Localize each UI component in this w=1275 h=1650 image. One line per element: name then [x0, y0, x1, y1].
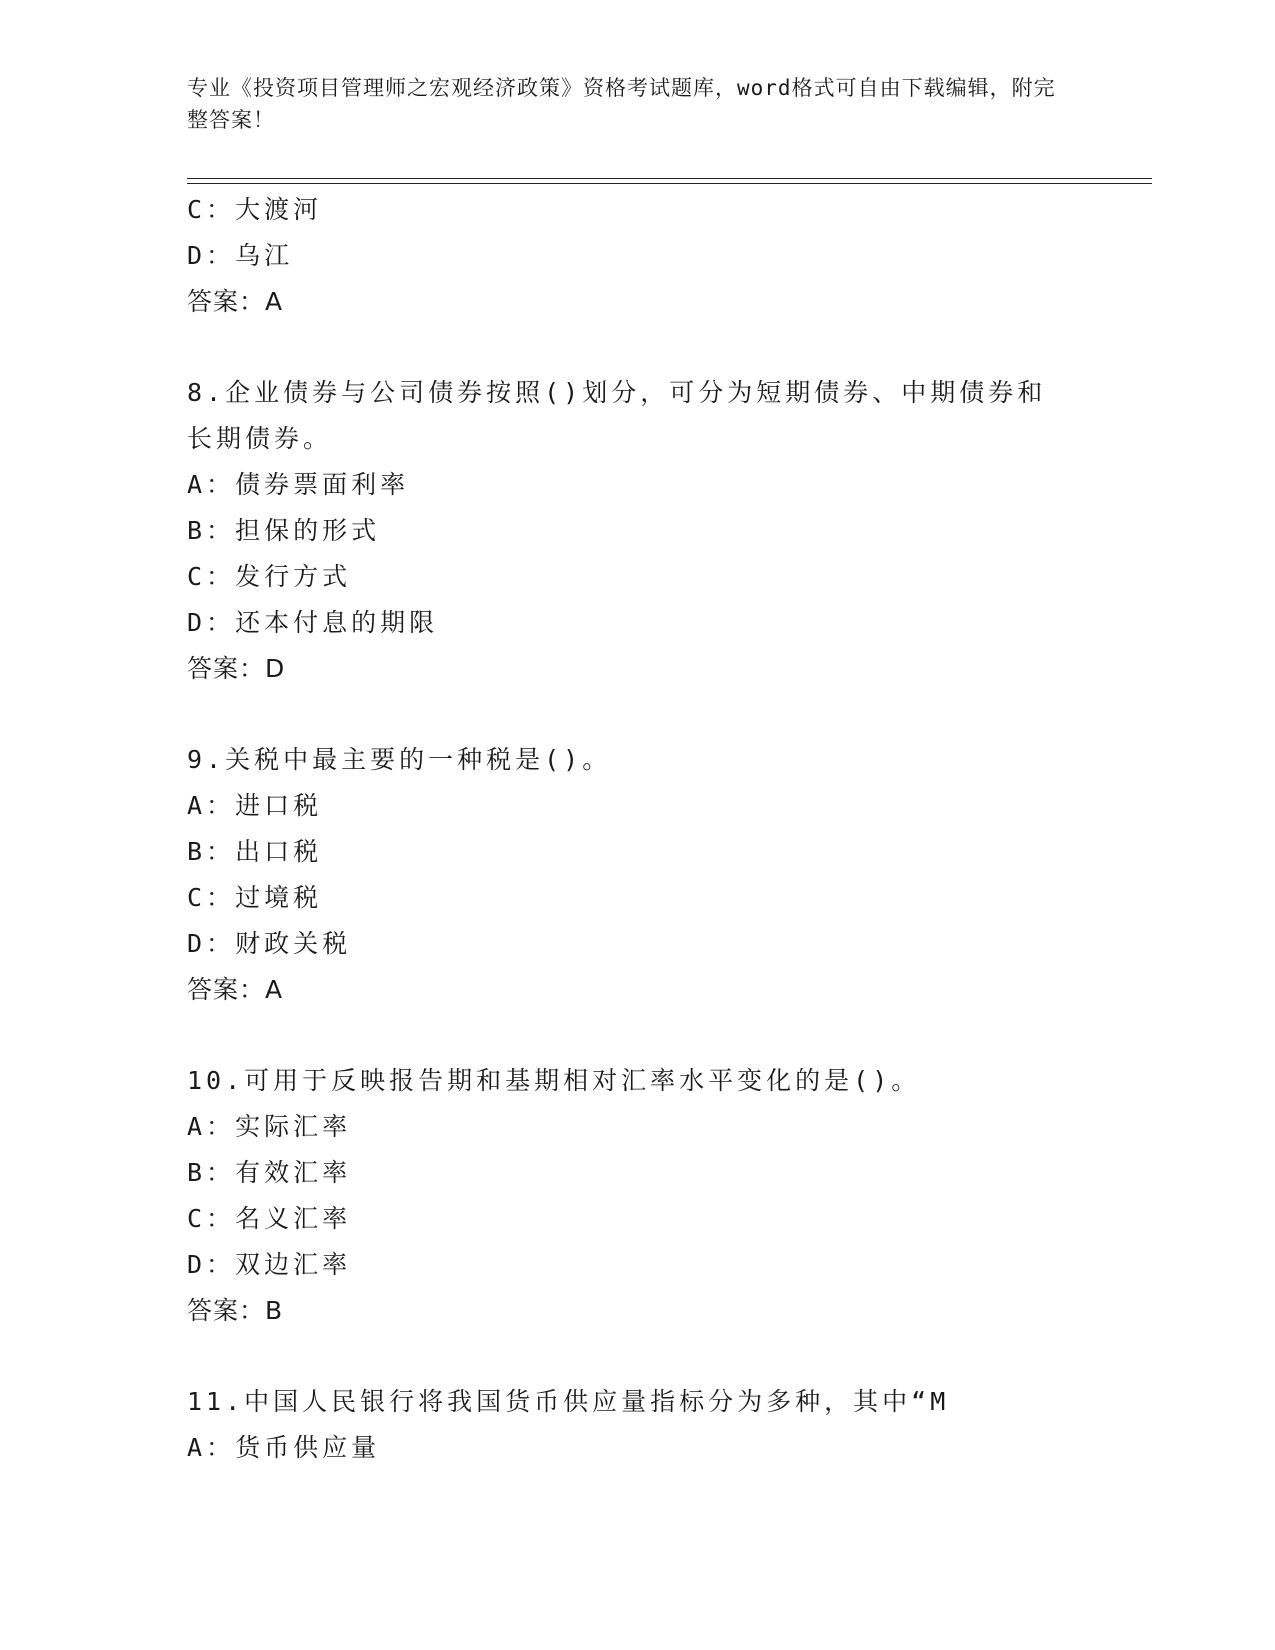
option-b: B：出口税: [187, 837, 323, 866]
question-8: [187, 370, 1067, 692]
question-text: 8.企业债券与公司债券按照()划分，可分为短期债券、中期债券和长期债券。: [187, 378, 1047, 453]
option-d: D：还本付息的期限: [187, 608, 439, 637]
answer-line: 答案：B: [187, 1296, 284, 1325]
option-d: D：乌江: [187, 241, 294, 270]
question-9: [187, 737, 1067, 1013]
header-divider-top: [187, 178, 1152, 179]
option-a: A：货币供应量: [187, 1433, 381, 1462]
header-divider-bottom: [187, 183, 1152, 184]
option-b: B：有效汇率: [187, 1158, 352, 1187]
option-c: C：名义汇率: [187, 1204, 352, 1233]
option-c: C：发行方式: [187, 562, 352, 591]
answer-line: 答案：A: [187, 287, 284, 316]
question-text: 10.可用于反映报告期和基期相对汇率水平变化的是()。: [187, 1066, 921, 1095]
answer-line: 答案：D: [187, 654, 286, 683]
option-a: A：债券票面利率: [187, 470, 410, 499]
option-c: C：过境税: [187, 883, 323, 912]
header-text: 专业《投资项目管理师之宏观经济政策》资格考试题库，word格式可自由下载编辑，附完整答案！: [187, 76, 1056, 132]
document-header: [187, 72, 1067, 136]
option-a: A：实际汇率: [187, 1112, 352, 1141]
option-b: B：担保的形式: [187, 516, 381, 545]
option-a: A：进口税: [187, 791, 323, 820]
option-d: D：双边汇率: [187, 1250, 352, 1279]
option-c: C：大渡河: [187, 195, 323, 224]
answer-line: 答案：A: [187, 975, 284, 1004]
question-list: [187, 187, 1067, 1471]
question-11: [187, 1379, 1067, 1471]
option-d: D：财政关税: [187, 929, 352, 958]
question-text: 11.中国人民银行将我国货币供应量指标分为多种，其中“M: [187, 1387, 950, 1416]
question-10: [187, 1058, 1067, 1334]
question-text: 9.关税中最主要的一种税是()。: [187, 745, 612, 774]
continued-question: [187, 187, 1067, 325]
